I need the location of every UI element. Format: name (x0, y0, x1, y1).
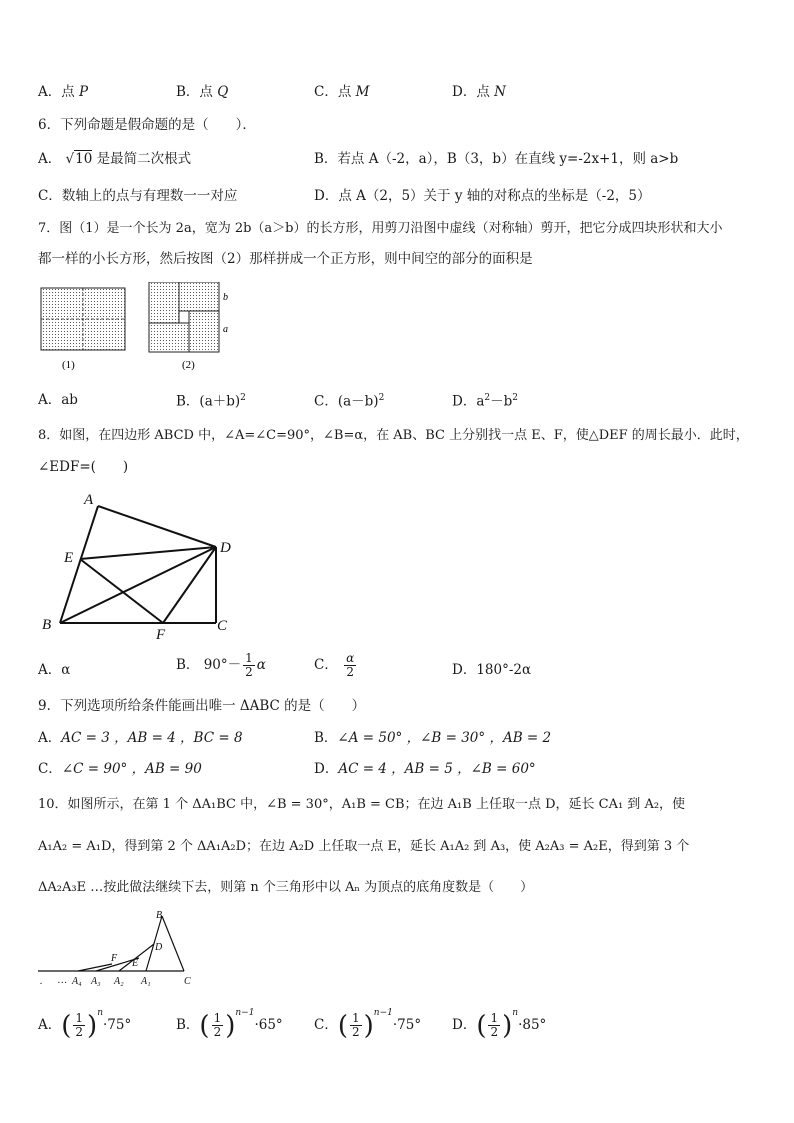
q9-option-d (314, 760, 536, 778)
option-text: AC = 4 ，AB = 5 ，∠B = 60° (338, 761, 536, 777)
fraction (344, 652, 356, 679)
q7-option-a (38, 391, 78, 409)
option-text: 数轴上的点与有理数一一对应 (61, 188, 238, 204)
fraction (73, 1012, 85, 1039)
q8-stem-line1: 8．如图，在四边形 ABCD 中，∠A=∠C=90°，∠B=α，在 AB、BC 上分别找一点 E、F，使△DEF 的周长最小．此时， (38, 428, 749, 443)
q9-option-a (38, 729, 243, 747)
option-letter: B． (314, 151, 338, 167)
paren-fraction (199, 1012, 235, 1039)
option-post: ·85° (518, 1017, 547, 1033)
option-exp: 2 (240, 393, 246, 403)
label-a: A (84, 492, 94, 508)
paren-fraction (338, 1012, 374, 1039)
fraction-numerator: α (346, 651, 355, 665)
option-letter: D． (314, 188, 339, 204)
option-text: ∠A = 50° ，∠B = 30° ，AB = 2 (337, 730, 552, 746)
option-text: 点 (337, 84, 352, 100)
option-base: (a＋b) (199, 393, 241, 410)
paren-open: ( (476, 1010, 487, 1041)
label-a2: A₂ (114, 976, 124, 987)
option-term: a (476, 393, 485, 410)
paren-fraction (476, 1012, 512, 1039)
label-b: B (156, 910, 163, 921)
option-letter: C． (314, 393, 338, 410)
point-var: P (79, 84, 89, 100)
point-var: Q (217, 84, 229, 100)
option-post: ·75° (103, 1017, 132, 1033)
label-c: C (184, 976, 191, 987)
option-letter: C． (38, 188, 62, 204)
option-letter: B． (176, 393, 200, 410)
q6-option-b (314, 150, 678, 168)
option-letter: D． (452, 662, 477, 678)
q10-stem-line2: A₁A₂ = A₁D，得到第 2 个 ΔA₁A₂D；在边 A₂D 上任取一点 E，延长 A₁A₂ 到 A₃，使 A₂A₃ = A₂E，得到第 3 个 (38, 839, 690, 854)
q8-figure (36, 486, 246, 646)
fraction-denominator: 2 (213, 1025, 222, 1039)
point-var: N (494, 84, 506, 100)
option-letter: C． (38, 761, 62, 777)
label-a3: A₃ (91, 976, 101, 987)
paren-close: ) (87, 1010, 98, 1041)
q10-option-a (38, 1004, 131, 1039)
point-var: M (355, 84, 370, 100)
option-letter: C． (314, 1017, 338, 1033)
q6-option-c (38, 187, 237, 205)
fraction-numerator: 1 (75, 1011, 84, 1025)
q8-stem-line2: ∠EDF=( ) (38, 459, 129, 475)
option-letter: D． (452, 393, 477, 410)
option-exp: 2 (484, 393, 491, 403)
q9-stem: 9．下列选项所给条件能画出唯一 ΔABC 的是（ ） (38, 698, 366, 714)
option-letter: A． (38, 84, 62, 100)
q9-option-b (314, 729, 551, 747)
option-exp: 2 (378, 393, 385, 403)
option-exp: 2 (512, 393, 519, 403)
option-exp: n (97, 1008, 103, 1018)
q7-figure-1 (41, 288, 125, 371)
option-letter: B． (314, 730, 338, 746)
fraction-denominator: 2 (490, 1025, 499, 1039)
fraction-denominator: 2 (352, 1025, 360, 1039)
sqrt-sign: √ (65, 151, 75, 167)
paren-open: ( (337, 1010, 348, 1041)
label-a4: A₄ (72, 976, 82, 987)
q9-option-c (38, 760, 202, 778)
option-term: －b (490, 393, 513, 410)
fraction (488, 1012, 500, 1039)
seg-ad (98, 506, 216, 547)
label-c: C (217, 618, 228, 634)
q8-option-d (452, 661, 531, 679)
q8-option-a (38, 661, 70, 679)
q5-option-b (176, 83, 228, 101)
label-dot: . (40, 976, 43, 987)
q5-option-c (314, 83, 369, 101)
fraction-denominator: 2 (75, 1025, 84, 1039)
q7-option-c (314, 389, 384, 411)
option-post: ·75° (392, 1017, 422, 1033)
q10-option-b (176, 1004, 283, 1039)
option-letter: A． (38, 392, 62, 408)
q6-option-d (314, 187, 651, 205)
fig2-label: (2) (182, 359, 195, 371)
fraction (350, 1012, 362, 1039)
option-text: ab (61, 392, 78, 408)
q6-option-a (38, 150, 191, 168)
option-letter: D． (452, 1017, 477, 1033)
fraction-denominator: 2 (245, 665, 253, 679)
option-text: AC = 3 ，AB = 4 ，BC = 8 (61, 730, 243, 746)
q7-option-d (452, 389, 518, 411)
fraction-numerator: 1 (490, 1011, 499, 1025)
option-pre: 90°－ (203, 657, 242, 673)
q7-figures (36, 282, 246, 374)
label-b: B (42, 617, 52, 633)
q10-figure (34, 906, 204, 990)
fig2-b-label: b (223, 292, 228, 303)
q10-stem-line1: 10．如图所示，在第 1 个 ΔA₁BC 中，∠B = 30°，A₁B = CB；在边 A₁B 上任取一点 D，延长 CA₁ 到 A₂，使 (38, 797, 686, 812)
option-exp: n−1 (373, 1008, 393, 1018)
option-text: 点 (61, 84, 75, 100)
option-text: α (61, 662, 71, 678)
q7-stem-line1: 7．图（1）是一个长为 2a，宽为 2b（a＞b）的长方形，用剪刀沿图中虚线（对称轴）剪开，把它分成四块形状和大小 (38, 221, 723, 236)
paren-close: ) (502, 1010, 513, 1041)
label-e: E (132, 958, 139, 969)
radicand: 10 (75, 151, 93, 167)
label-d: D (220, 540, 231, 556)
q8-option-b (176, 652, 266, 679)
option-letter: A． (38, 730, 62, 746)
fraction-denominator: 2 (346, 665, 355, 679)
seg-fd (163, 547, 216, 623)
option-letter: C． (314, 84, 338, 100)
fraction (243, 652, 255, 679)
option-letter: D． (452, 84, 477, 100)
fraction-numerator: 1 (213, 1011, 222, 1025)
option-text: ∠C = 90° ，AB = 90 (61, 761, 202, 777)
q7-figure-2 (149, 282, 228, 371)
fig1-label: (1) (62, 359, 75, 371)
fig2-a-label: a (223, 324, 228, 335)
fraction-numerator: 1 (352, 1011, 360, 1025)
option-letter: B． (176, 1017, 200, 1033)
fraction-numerator: 1 (245, 651, 253, 665)
q10-option-d (452, 1004, 546, 1039)
option-post: ·65° (254, 1017, 283, 1033)
seg-bc (162, 916, 184, 971)
option-letter: D． (314, 761, 339, 777)
option-exp: n−1 (235, 1008, 255, 1018)
label-dots: … (58, 975, 67, 986)
option-base: (a－b) (337, 393, 379, 410)
q8-option-c (314, 652, 358, 679)
q5-option-d (452, 83, 506, 101)
label-d: D (155, 942, 163, 953)
q5-option-a (38, 83, 88, 101)
option-letter: A． (38, 662, 62, 678)
q6-stem: 6．下列命题是假命题的是（ ）． (38, 117, 256, 133)
option-letter: B． (176, 84, 200, 100)
option-text: 180°-2α (476, 662, 532, 678)
label-e: E (64, 550, 74, 566)
q10-stem-line3: ΔA₂A₃E …按此做法继续下去，则第 n 个三角形中以 Aₙ 为顶点的底角度数是（ ） (38, 880, 534, 895)
option-exp: n (512, 1008, 519, 1018)
option-post: α (256, 657, 266, 673)
option-letter: C． (314, 657, 338, 673)
label-f: F (156, 627, 166, 643)
option-text: 若点 A（-2，a），B（3，b）在直线 y=-2x+1，则 a>b (337, 151, 679, 167)
option-text: 点 (476, 84, 490, 100)
q7-stem-line2: 都一样的小长方形，然后按图（2）那样拼成一个正方形，则中间空的部分的面积是 (38, 251, 533, 267)
paren-open: ( (199, 1010, 210, 1041)
option-text: 点 A（2，5）关于 y 轴的对称点的坐标是（-2，5） (338, 188, 651, 204)
paren-fraction (61, 1012, 97, 1039)
label-f: F (111, 953, 118, 964)
option-letter: B． (176, 657, 200, 673)
paren-open: ( (61, 1010, 72, 1041)
paren-close: ) (225, 1010, 236, 1041)
q7-option-b (176, 389, 246, 411)
option-text: 点 (199, 84, 213, 100)
option-text: 是最简二次根式 (96, 151, 192, 167)
fraction (212, 1012, 224, 1039)
seg-ef (80, 559, 163, 623)
option-letter: A． (38, 1017, 62, 1033)
label-a1: A₁ (141, 976, 151, 987)
paren-close: ) (363, 1010, 374, 1041)
option-letter: A． (38, 151, 62, 167)
q10-option-c (314, 1004, 421, 1039)
